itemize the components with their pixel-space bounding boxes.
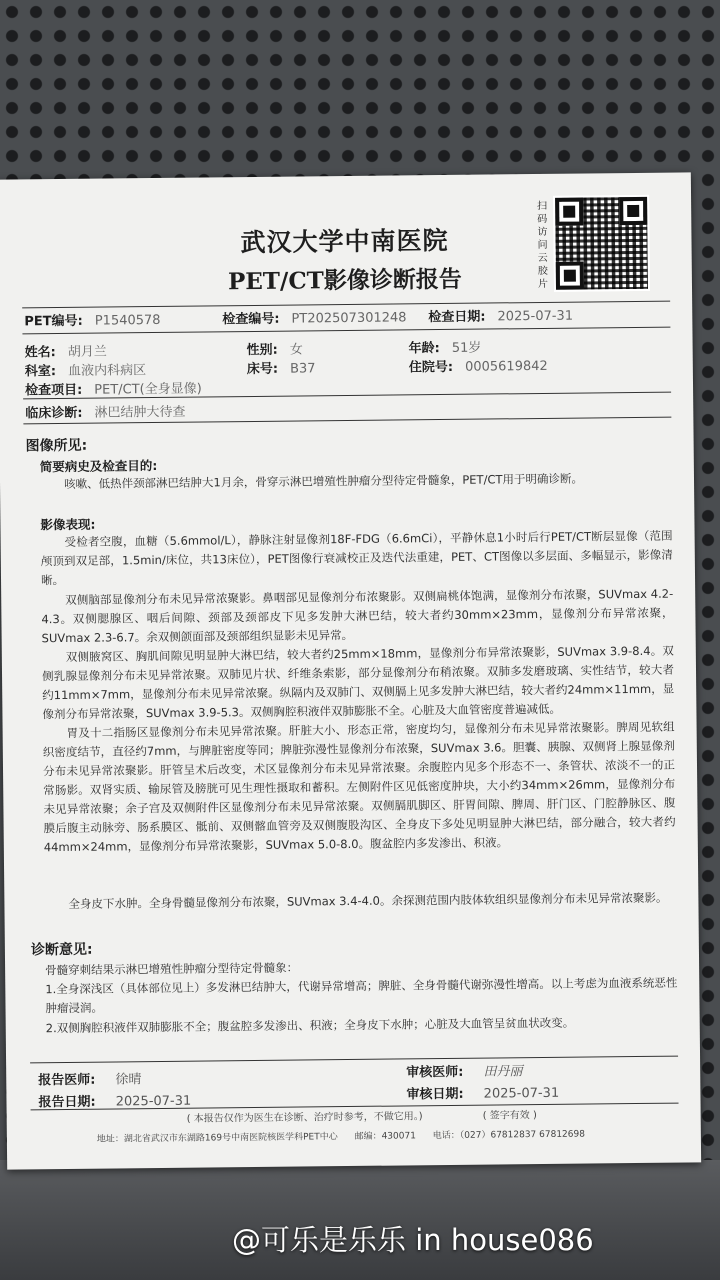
diagnosis-item-1: 1.全身深浅区（具体部位见上）多发淋巴结肿大，代谢异常增高；脾脏、全身骨髓代谢弥漫性增高。以上考虑为血液系统恶性肿瘤浸润。 bbox=[45, 975, 678, 1016]
diagnosis-title: 诊断意见: bbox=[30, 941, 93, 959]
report-title: PET/CT影像诊断报告 bbox=[227, 265, 462, 296]
exam-date: 检查日期: 2025-07-31 bbox=[428, 308, 574, 326]
report-doctor: 报告医师: 徐晴 bbox=[38, 1072, 142, 1089]
divider bbox=[30, 1056, 678, 1064]
findings-para-5: 全身皮下水肿。全身骨髓显像剂分布浓聚，SUVmax 3.4-4.0。余探测范围内肢体软组织显像剂分布未见异常浓聚影。 bbox=[68, 890, 668, 911]
exam-item: 检查项目: PET/CT(全身显像) bbox=[24, 381, 202, 399]
patient-sex: 性别: 女 bbox=[246, 342, 303, 359]
footer-address: 地址：湖北省武汉市东湖路169号中南医院核医学科PET中心 bbox=[96, 1132, 338, 1145]
qr-caption: 扫码访问云胶片 bbox=[537, 200, 549, 290]
footer-postcode: 邮编：430071 bbox=[354, 1131, 416, 1142]
footer-contact bbox=[97, 1126, 599, 1144]
report-date: 报告日期: 2025-07-31 bbox=[38, 1093, 192, 1111]
signature-valid-note: ( 签字有效 ) bbox=[482, 1110, 537, 1122]
findings-para-3: 双侧腋窝区、胸肌间隙见明显肿大淋巴结，较大者约25mm×18mm，显像剂分布异常浓聚影，SUVmax 3.9-8.4。双侧乳腺显像剂分布未见异常浓聚。双肺见片状、纤维条索影，部分显像剂分布稍浓聚。双肺多发磨玻璃、实性结节，较大者约11mm×7mm，显像剂分布未见异常浓聚。纵隔内及双肺门、双侧膈上见多发肿大淋巴结，较大者约24mm×11mm，显像剂分布异常浓聚，SUVmax 3.9-5.3。双侧胸腔积液伴双肺膨胀不全。心脏及大血管密度普遍减低。 bbox=[41, 643, 675, 722]
clinical-diagnosis: 临床诊断: 淋巴结肿大待查 bbox=[25, 404, 186, 422]
watermark: @可乐是乐乐 in house086 bbox=[232, 1223, 594, 1257]
hospital-name: 武汉大学中南医院 bbox=[240, 225, 449, 258]
patient-name: 姓名: 胡月兰 bbox=[24, 344, 107, 361]
diagnosis-intro: 骨髓穿刺结果示淋巴增殖性肿瘤分型待定骨髓象： bbox=[45, 960, 299, 978]
pet-number: PET编号: P1540578 bbox=[24, 312, 161, 330]
exam-number: 检查编号: PT202507301248 bbox=[222, 310, 407, 328]
patient-bed: 床号: B37 bbox=[246, 361, 316, 378]
review-date: 审核日期: 2025-07-31 bbox=[406, 1085, 560, 1103]
findings-para-1: 受检者空腹，血糖（5.6mmol/L），静脉注射显像剂18F-FDG（6.6mCi），平静休息1小时后行PET/CT断层显像（范围颅顶到双足部，1.5min/床位，共13床位），PET图像行衰减校正及迭代法重建，PET、CT图像以多层面、多幅显示，影像清晰。 bbox=[40, 528, 673, 588]
patient-age: 年龄: 51岁 bbox=[408, 340, 482, 357]
review-doctor: 审核医师: 田丹丽 bbox=[406, 1064, 523, 1081]
imaging-title: 影像表现: bbox=[40, 516, 96, 533]
history-title: 简要病史及检查目的: bbox=[39, 457, 158, 475]
findings-para-2: 双侧脑部显像剂分布未见异常浓聚影。鼻咽部见显像剂分布浓聚影。双侧扁桃体饱满，显像剂分布浓聚，SUVmax 4.2-4.3。双侧腮腺区、咽后间隙、颈部及颈部皮下见多发肿大淋巴结，较大者约30mm×23mm，显像剂分布异常浓聚，SUVmax 2.3-6.7。余双侧颌面部及颈部组织显影未见异常。 bbox=[41, 586, 674, 646]
disclaimer: ( 本报告仅作为医生在诊断、治疗时参考，不做它用。) bbox=[186, 1111, 423, 1125]
patient-dept: 科室: 血液内科病区 bbox=[24, 363, 147, 380]
diagnosis-item-2: 2.双侧胸腔积液伴双肺膨胀不全；腹盆腔多发渗出、积液；全身皮下水肿；心脏及大血管呈贫血状改变。 bbox=[45, 1015, 575, 1036]
admission-number: 住院号: 0005619842 bbox=[408, 358, 548, 376]
history-text: 咳嗽、低热伴颈部淋巴结肿大1月余，骨穿示淋巴增殖性肿瘤分型待定骨髓象，PET/CT用于明确诊断。 bbox=[63, 471, 584, 491]
findings-title: 图像所见: bbox=[25, 437, 88, 455]
findings-para-4: 胃及十二指肠区显像剂分布未见异常浓聚。肝脏大小、形态正常，密度均匀，显像剂分布未见异常浓聚影。脾周见软组织密度结节，直径约7mm，与脾脏密度等同；脾脏弥漫性显像剂分布浓聚，SUVmax 3.6。胆囊、胰腺、双侧肾上腺显像剂分布未见异常浓聚影。肝管呈术后改变，术区显像剂分布未见异常浓聚。余腹腔内见多个形态不一、条管状、浓淡不一的正常肠影。双肾实质、输尿管及膀胱可见生理性摄取和蓄积。左侧附件区见低密度肿块，大小约34mm×26mm，显像剂分布未见异常浓聚；余子宫及双侧附件区显像剂分布未见异常浓聚。双侧膈肌脚区、肝胃间隙、脾周、肝门区、门腔静脉区、腹膜后腹主动脉旁、肠系膜区、骶前、双侧髂血管旁及双侧腹股沟区、全身皮下多处见明显肿大淋巴结，部分融合，较大者约44mm×24mm，显像剂分布异常浓聚影，SUVmax 5.0-8.0。腹盆腔内多发渗出、积液。 bbox=[42, 719, 676, 855]
report-paper bbox=[0, 172, 701, 1169]
qr-code-icon[interactable] bbox=[553, 195, 650, 292]
footer-phone: 电话：（027）67812837 67812698 bbox=[432, 1129, 585, 1142]
